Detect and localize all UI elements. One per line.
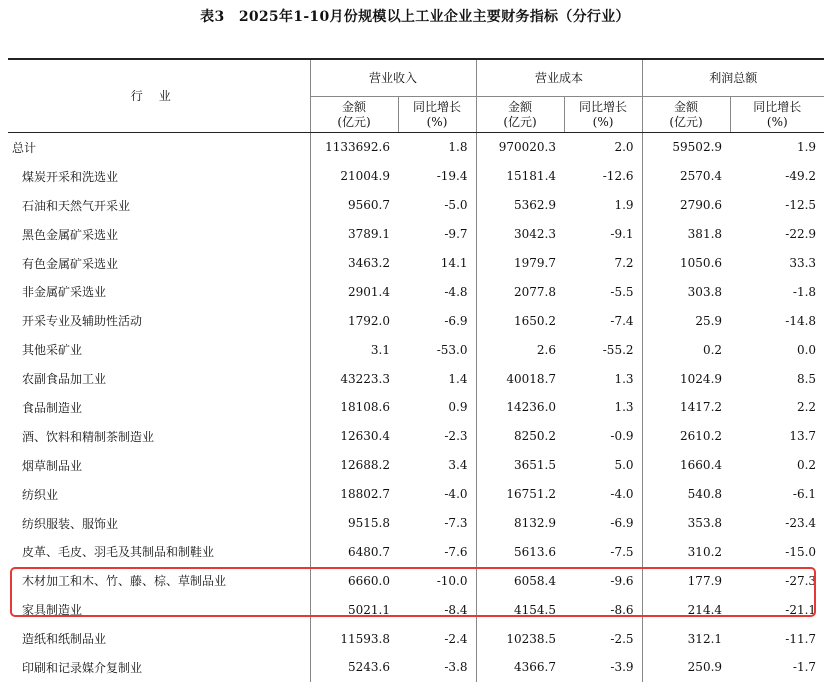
table-row: [8, 393, 824, 422]
profit-amount-cell: 59502.9: [642, 133, 730, 162]
table-row: [8, 364, 824, 393]
cost-amount-cell: 14236.0: [476, 393, 564, 422]
table-row: [8, 595, 824, 624]
cost-growth-cell: 1.9: [614, 198, 634, 213]
revenue-growth-cell: 3.4: [448, 458, 468, 473]
cost-growth-cell: -0.9: [610, 429, 634, 444]
profit-amount-cell: 177.9: [642, 566, 730, 595]
cost-growth-cell: -7.4: [610, 313, 634, 328]
profit-growth-cell: -49.2: [785, 169, 817, 184]
table-row: [8, 306, 824, 335]
cost-growth-cell: 1.3: [614, 371, 634, 386]
header-profit-amount: 金额 (亿元): [642, 97, 730, 133]
revenue-growth-cell: -9.7: [444, 227, 468, 242]
header-cost-amount: 金额 (亿元): [476, 97, 564, 133]
cost-growth-cell: -9.6: [610, 573, 634, 588]
revenue-amount-cell: 11593.8: [310, 624, 398, 653]
revenue-amount-cell: 1133692.6: [310, 133, 398, 162]
industry-name: 开采专业及辅助性活动: [22, 314, 143, 329]
cost-amount-cell: 5613.6: [476, 537, 564, 566]
cost-growth-cell: -4.0: [610, 487, 634, 502]
profit-growth-cell: -1.7: [792, 660, 817, 675]
cost-amount-cell: 3651.5: [476, 451, 564, 480]
profit-growth-cell: 8.5: [796, 371, 817, 386]
cost-amount-cell: 4366.7: [476, 653, 564, 682]
header-cost-growth: 同比增长 (%): [564, 97, 642, 133]
revenue-amount-cell: 12630.4: [310, 422, 398, 451]
revenue-growth-cell: 1.4: [448, 371, 468, 386]
industry-name: 黑色金属矿采选业: [22, 227, 119, 242]
profit-amount-cell: 2570.4: [642, 162, 730, 191]
cost-amount-cell: 1979.7: [476, 249, 564, 278]
revenue-growth-cell: -7.3: [444, 516, 468, 531]
profit-growth-cell: 0.0: [796, 342, 817, 357]
revenue-growth-cell: -2.3: [444, 429, 468, 444]
revenue-amount-cell: 3463.2: [310, 249, 398, 278]
table-row: [8, 566, 824, 595]
table-row: [8, 451, 824, 480]
header-revenue: 营业收入: [310, 59, 476, 97]
table-row: [8, 422, 824, 451]
revenue-amount-cell: 18802.7: [310, 480, 398, 509]
industry-name: 印刷和记录媒介复制业: [22, 660, 143, 675]
revenue-amount-cell: 2901.4: [310, 277, 398, 306]
revenue-amount-cell: 21004.9: [310, 162, 398, 191]
revenue-growth-cell: 1.8: [448, 140, 468, 155]
revenue-amount-cell: 6660.0: [310, 566, 398, 595]
cost-amount-cell: 16751.2: [476, 480, 564, 509]
revenue-growth-cell: -4.0: [444, 487, 468, 502]
cost-growth-cell: -55.2: [602, 342, 634, 357]
industry-name: 烟草制品业: [22, 458, 83, 473]
cost-amount-cell: 4154.5: [476, 595, 564, 624]
profit-growth-cell: -23.4: [785, 516, 817, 531]
cost-growth-cell: 5.0: [614, 458, 634, 473]
revenue-growth-cell: -6.9: [444, 313, 468, 328]
profit-amount-cell: 214.4: [642, 595, 730, 624]
table-row: [8, 133, 824, 162]
cost-growth-cell: 7.2: [614, 256, 634, 270]
profit-growth-cell: -6.1: [792, 487, 817, 502]
cost-growth-cell: -5.5: [610, 284, 634, 299]
table-title: 表3 2025年1-10月份规模以上工业企业主要财务指标（分行业）: [200, 9, 630, 25]
table-row: [8, 537, 824, 566]
revenue-growth-cell: 0.9: [448, 400, 468, 415]
profit-growth-cell: 13.7: [789, 429, 817, 444]
revenue-amount-cell: 9515.8: [310, 509, 398, 538]
revenue-amount-cell: 5021.1: [310, 595, 398, 624]
revenue-amount-cell: 43223.3: [310, 364, 398, 393]
profit-amount-cell: 250.9: [642, 653, 730, 682]
revenue-amount-cell: 18108.6: [310, 393, 398, 422]
profit-growth-cell: -14.8: [785, 313, 817, 328]
header-revenue-amount: 金额 (亿元): [310, 97, 398, 133]
profit-growth-cell: 2.2: [796, 400, 817, 415]
cost-growth-cell: -7.5: [610, 544, 634, 559]
cost-amount-cell: 2077.8: [476, 277, 564, 306]
table-row: [8, 335, 824, 364]
table-row: [8, 277, 824, 306]
industry-name: 酒、饮料和精制茶制造业: [22, 429, 155, 444]
revenue-amount-cell: 1792.0: [310, 306, 398, 335]
industry-name: 有色金属矿采选业: [22, 256, 119, 271]
cost-growth-cell: -9.1: [610, 227, 634, 242]
table-row: [8, 220, 824, 249]
profit-growth-cell: 1.9: [796, 140, 817, 155]
financial-indicators-table: [8, 58, 824, 682]
profit-growth-cell: -27.3: [785, 573, 817, 588]
cost-growth-cell: 1.3: [614, 400, 634, 415]
header-profit: 利润总额: [642, 59, 824, 97]
cost-growth-cell: -3.9: [610, 660, 634, 675]
revenue-amount-cell: 3789.1: [310, 220, 398, 249]
cost-growth-cell: -6.9: [610, 516, 634, 531]
cost-amount-cell: 970020.3: [476, 133, 564, 162]
revenue-growth-cell: 14.1: [440, 256, 468, 270]
revenue-amount-cell: 5243.6: [310, 653, 398, 682]
header-cost: 营业成本: [476, 59, 642, 97]
profit-amount-cell: 25.9: [642, 306, 730, 335]
cost-amount-cell: 40018.7: [476, 364, 564, 393]
profit-amount-cell: 2790.6: [642, 191, 730, 220]
table-row: [8, 480, 824, 509]
cost-growth-cell: 2.0: [614, 140, 634, 155]
industry-name: 石油和天然气开采业: [22, 198, 131, 213]
revenue-growth-cell: -10.0: [436, 573, 468, 588]
profit-growth-cell: 33.3: [789, 256, 817, 270]
table-row: [8, 624, 824, 653]
profit-growth-cell: -22.9: [785, 227, 817, 242]
table-row: [8, 653, 824, 682]
profit-growth-cell: -15.0: [785, 544, 817, 559]
revenue-growth-cell: -4.8: [444, 284, 468, 299]
cost-amount-cell: 3042.3: [476, 220, 564, 249]
profit-amount-cell: 303.8: [642, 277, 730, 306]
cost-amount-cell: 5362.9: [476, 191, 564, 220]
profit-growth-cell: 0.2: [796, 458, 817, 473]
revenue-amount-cell: 3.1: [310, 335, 398, 364]
cost-growth-cell: -8.6: [610, 602, 634, 617]
revenue-amount-cell: 6480.7: [310, 537, 398, 566]
revenue-amount-cell: 9560.7: [310, 191, 398, 220]
revenue-growth-cell: -8.4: [444, 602, 468, 617]
industry-name: 煤炭开采和洗选业: [22, 169, 119, 184]
cost-amount-cell: 10238.5: [476, 624, 564, 653]
table-row: [8, 162, 824, 191]
profit-amount-cell: 1660.4: [642, 451, 730, 480]
profit-growth-cell: -12.5: [785, 198, 817, 213]
table-row: [8, 191, 824, 220]
industry-name: 非金属矿采选业: [22, 285, 107, 300]
industry-name: 总计: [12, 140, 37, 155]
industry-name: 皮革、毛皮、羽毛及其制品和制鞋业: [22, 545, 215, 560]
revenue-growth-cell: -19.4: [436, 169, 468, 184]
profit-amount-cell: 381.8: [642, 220, 730, 249]
profit-amount-cell: 353.8: [642, 509, 730, 538]
header-profit-growth: 同比增长 (%): [730, 97, 824, 133]
revenue-growth-cell: -7.6: [444, 544, 468, 559]
industry-name: 纺织业: [22, 487, 59, 502]
industry-name: 纺织服装、服饰业: [22, 516, 119, 531]
cost-growth-cell: -2.5: [610, 631, 634, 646]
profit-amount-cell: 312.1: [642, 624, 730, 653]
profit-amount-cell: 1050.6: [642, 249, 730, 278]
profit-amount-cell: 1024.9: [642, 364, 730, 393]
revenue-amount-cell: 12688.2: [310, 451, 398, 480]
profit-growth-cell: -11.7: [785, 631, 817, 646]
industry-name: 木材加工和木、竹、藤、棕、草制品业: [22, 574, 227, 589]
profit-growth-cell: -1.8: [792, 284, 817, 299]
table-body: [8, 133, 824, 682]
cost-amount-cell: 1650.2: [476, 306, 564, 335]
industry-name: 其他采矿业: [22, 343, 83, 358]
cost-amount-cell: 8132.9: [476, 509, 564, 538]
profit-growth-cell: -21.1: [785, 602, 817, 617]
cost-amount-cell: 8250.2: [476, 422, 564, 451]
industry-name: 家具制造业: [22, 603, 83, 618]
profit-amount-cell: 2610.2: [642, 422, 730, 451]
revenue-growth-cell: -3.8: [444, 660, 468, 675]
revenue-growth-cell: -5.0: [444, 198, 468, 213]
cost-amount-cell: 2.6: [476, 335, 564, 364]
header-industry: 行业: [8, 59, 310, 133]
table-row: [8, 249, 824, 278]
profit-amount-cell: 540.8: [642, 480, 730, 509]
revenue-growth-cell: -2.4: [444, 631, 468, 646]
header-revenue-growth: 同比增长 (%): [398, 97, 476, 133]
industry-name: 造纸和纸制品业: [22, 632, 107, 647]
cost-amount-cell: 15181.4: [476, 162, 564, 191]
profit-amount-cell: 0.2: [642, 335, 730, 364]
profit-amount-cell: 1417.2: [642, 393, 730, 422]
cost-amount-cell: 6058.4: [476, 566, 564, 595]
revenue-growth-cell: -53.0: [436, 342, 468, 357]
industry-name: 农副食品加工业: [22, 372, 107, 387]
industry-name: 食品制造业: [22, 400, 83, 415]
table-row: [8, 509, 824, 538]
cost-growth-cell: -12.6: [602, 169, 634, 184]
profit-amount-cell: 310.2: [642, 537, 730, 566]
